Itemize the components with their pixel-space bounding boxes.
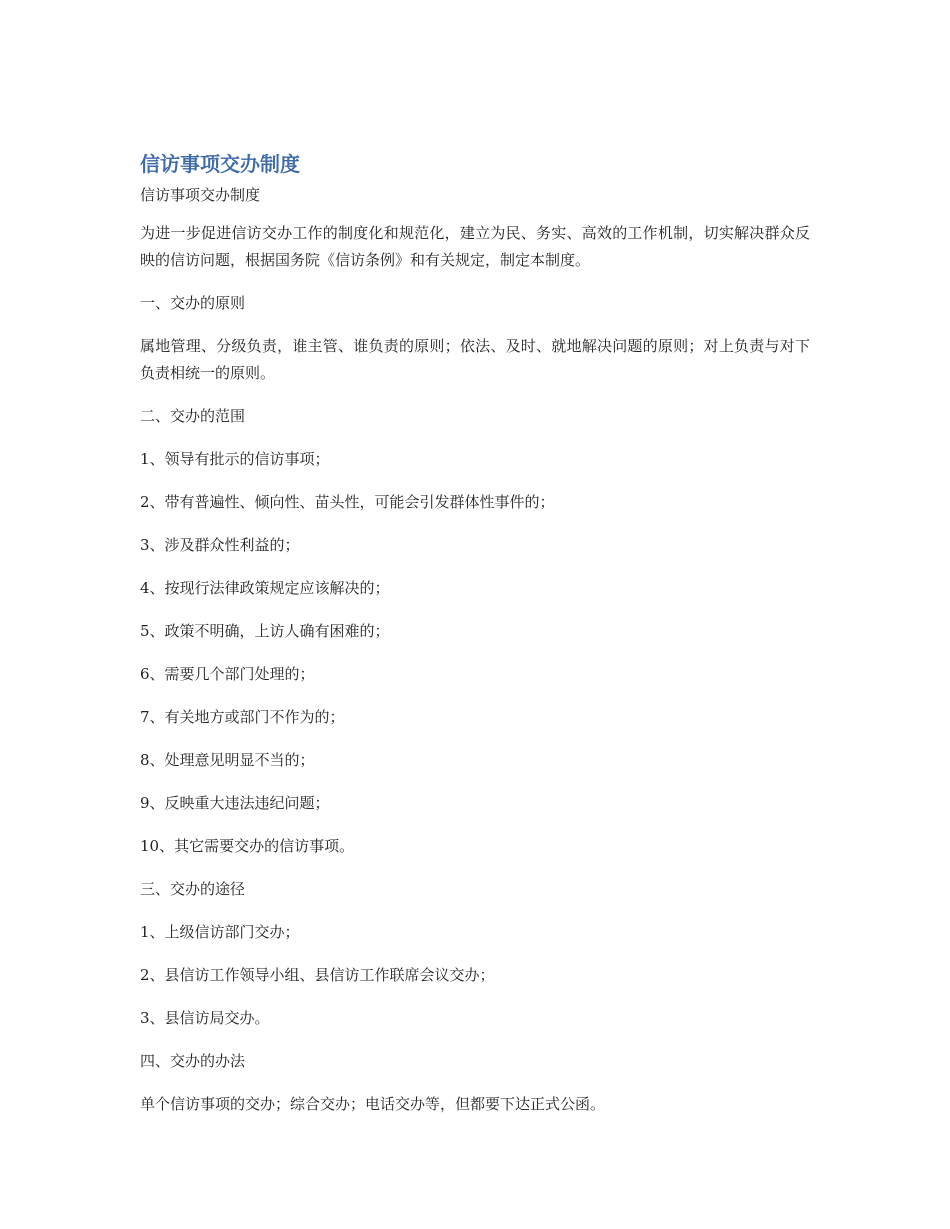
- scope-item: 3、涉及群众性利益的；: [140, 536, 300, 554]
- principles-paragraph: 属地管理、分级负责，谁主管、谁负责的原则；依法、及时、就地解决问题的原则；对上负责与对下负责相统一的原则。: [140, 337, 810, 382]
- scope-item: 4、按现行法律政策规定应该解决的；: [140, 579, 390, 597]
- scope-item: 7、有关地方或部门不作为的；: [140, 708, 345, 726]
- methods-paragraph: 单个信访事项的交办；综合交办；电话交办等，但都要下达正式公函。: [140, 1095, 606, 1113]
- scope-item: 6、需要几个部门处理的；: [140, 665, 315, 683]
- scope-item: 8、处理意见明显不当的；: [140, 751, 315, 769]
- section-heading-channels: 三、交办的途径: [140, 880, 246, 898]
- scope-item: 9、反映重大违法违纪问题；: [140, 794, 330, 812]
- channel-item: 3、县信访局交办。: [140, 1009, 270, 1027]
- scope-item: 2、带有普遍性、倾向性、苗头性，可能会引发群体性事件的；: [140, 493, 555, 511]
- document-subtitle: 信访事项交办制度: [140, 186, 261, 204]
- scope-item: 5、政策不明确，上访人确有困难的；: [140, 622, 390, 640]
- channel-item: 1、上级信访部门交办；: [140, 923, 300, 941]
- scope-item: 10、其它需要交办的信访事项。: [140, 837, 355, 855]
- scope-item: 1、领导有批示的信访事项；: [140, 450, 330, 468]
- section-heading-principles: 一、交办的原则: [140, 294, 246, 312]
- document-title: 信访事项交办制度: [140, 152, 300, 176]
- document-page: [140, 150, 810, 1118]
- intro-paragraph: 为进一步促进信访交办工作的制度化和规范化，建立为民、务实、高效的工作机制，切实解决群众反映的信访问题，根据国务院《信访条例》和有关规定，制定本制度。: [140, 224, 810, 269]
- section-heading-methods: 四、交办的办法: [140, 1052, 246, 1070]
- section-heading-scope: 二、交办的范围: [140, 407, 246, 425]
- channel-item: 2、县信访工作领导小组、县信访工作联席会议交办；: [140, 966, 495, 984]
